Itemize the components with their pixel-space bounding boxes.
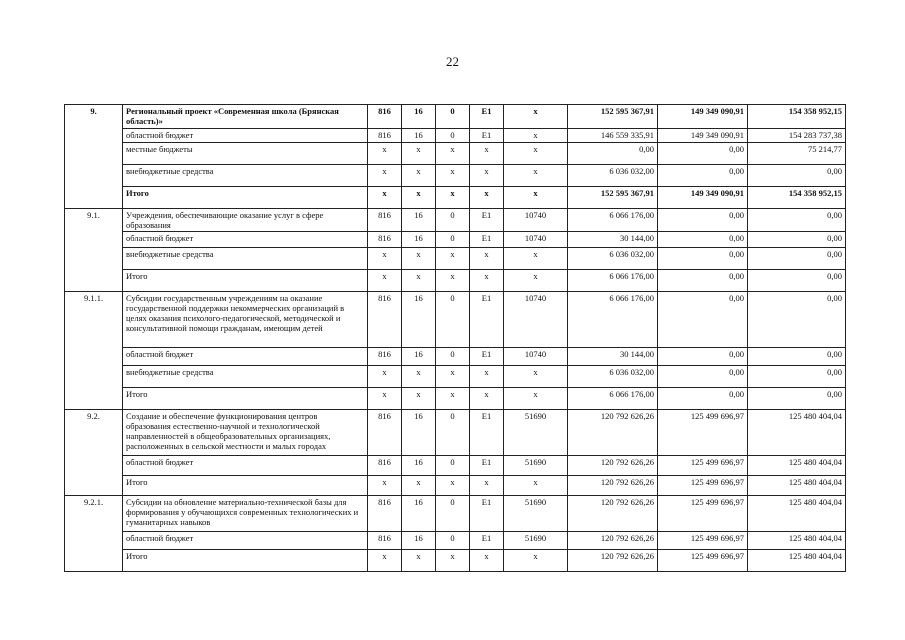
- row-index: [65, 270, 123, 292]
- amount-year-2: 0,00: [658, 209, 748, 232]
- code-gr: 816: [368, 129, 402, 143]
- code-project: E1: [470, 292, 504, 348]
- amount-year-3: 75 214,77: [748, 143, 846, 165]
- code-gr: 816: [368, 292, 402, 348]
- code-gr: 816: [368, 209, 402, 232]
- table-row: [65, 232, 846, 248]
- code-gr: 816: [368, 456, 402, 476]
- code-pr: 0: [436, 532, 470, 550]
- amount-year-3: 0,00: [748, 348, 846, 366]
- code-rz: x: [402, 550, 436, 572]
- code-project: x: [470, 143, 504, 165]
- row-description: внебюджетные средства: [123, 165, 368, 187]
- amount-year-3: 154 283 737,38: [748, 129, 846, 143]
- code-target: x: [504, 105, 568, 129]
- amount-year-1: 146 559 335,91: [568, 129, 658, 143]
- code-rz: x: [402, 366, 436, 388]
- row-index: [65, 366, 123, 388]
- row-index: 9.1.1.: [65, 292, 123, 348]
- amount-year-1: 6 036 032,00: [568, 165, 658, 187]
- amount-year-2: 0,00: [658, 143, 748, 165]
- amount-year-2: 125 499 696,97: [658, 532, 748, 550]
- amount-year-1: 6 036 032,00: [568, 248, 658, 270]
- row-index: 9.2.: [65, 410, 123, 456]
- code-target: x: [504, 366, 568, 388]
- code-target: 10740: [504, 209, 568, 232]
- amount-year-2: 125 499 696,97: [658, 456, 748, 476]
- code-rz: x: [402, 165, 436, 187]
- table-body: [65, 105, 846, 572]
- amount-year-3: 125 480 404,04: [748, 550, 846, 572]
- code-pr: 0: [436, 410, 470, 456]
- amount-year-1: 6 036 032,00: [568, 366, 658, 388]
- code-pr: 0: [436, 129, 470, 143]
- amount-year-3: 0,00: [748, 292, 846, 348]
- code-project: x: [470, 270, 504, 292]
- amount-year-2: 149 349 090,91: [658, 105, 748, 129]
- amount-year-2: 0,00: [658, 366, 748, 388]
- code-project: x: [470, 165, 504, 187]
- table-row: [65, 248, 846, 270]
- row-description: областной бюджет: [123, 129, 368, 143]
- row-description: Создание и обеспечение функционирования центров образования естественно-научной и технологической направленностей в общеобразовательных организациях, расположенных в сельской местности и малых городах: [123, 410, 368, 456]
- amount-year-2: 0,00: [658, 232, 748, 248]
- table-row: [65, 105, 846, 129]
- code-target: 51690: [504, 496, 568, 532]
- code-pr: x: [436, 187, 470, 209]
- code-target: 51690: [504, 410, 568, 456]
- row-description: Итого: [123, 550, 368, 572]
- code-project: E1: [470, 348, 504, 366]
- table-row: [65, 270, 846, 292]
- row-description: Итого: [123, 388, 368, 410]
- amount-year-3: 0,00: [748, 165, 846, 187]
- code-gr: x: [368, 143, 402, 165]
- code-gr: x: [368, 248, 402, 270]
- row-description: областной бюджет: [123, 348, 368, 366]
- code-project: x: [470, 476, 504, 496]
- row-description: Итого: [123, 187, 368, 209]
- code-rz: 16: [402, 532, 436, 550]
- code-gr: 816: [368, 105, 402, 129]
- row-index: [65, 456, 123, 476]
- code-target: x: [504, 143, 568, 165]
- row-description: Итого: [123, 476, 368, 496]
- row-description: областной бюджет: [123, 232, 368, 248]
- code-rz: x: [402, 248, 436, 270]
- code-gr: x: [368, 476, 402, 496]
- code-target: 10740: [504, 348, 568, 366]
- amount-year-1: 152 595 367,91: [568, 105, 658, 129]
- amount-year-1: 120 792 626,26: [568, 532, 658, 550]
- row-description: областной бюджет: [123, 456, 368, 476]
- row-index: 9.2.1.: [65, 496, 123, 532]
- row-index: [65, 232, 123, 248]
- code-target: 10740: [504, 232, 568, 248]
- amount-year-2: 125 499 696,97: [658, 410, 748, 456]
- table-row: [65, 165, 846, 187]
- code-pr: 0: [436, 292, 470, 348]
- code-pr: x: [436, 388, 470, 410]
- code-pr: 0: [436, 105, 470, 129]
- code-target: x: [504, 187, 568, 209]
- code-rz: 16: [402, 232, 436, 248]
- table-row: [65, 496, 846, 532]
- code-project: E1: [470, 532, 504, 550]
- code-gr: 816: [368, 410, 402, 456]
- code-rz: 16: [402, 456, 436, 476]
- code-target: x: [504, 388, 568, 410]
- code-pr: 0: [436, 232, 470, 248]
- amount-year-1: 6 066 176,00: [568, 292, 658, 348]
- code-project: E1: [470, 410, 504, 456]
- code-project: E1: [470, 129, 504, 143]
- amount-year-3: 0,00: [748, 388, 846, 410]
- row-index: [65, 248, 123, 270]
- amount-year-3: 125 480 404,04: [748, 476, 846, 496]
- code-gr: 816: [368, 496, 402, 532]
- amount-year-2: 125 499 696,97: [658, 476, 748, 496]
- code-gr: x: [368, 165, 402, 187]
- amount-year-3: 0,00: [748, 248, 846, 270]
- amount-year-1: 0,00: [568, 143, 658, 165]
- amount-year-3: 154 358 952,15: [748, 105, 846, 129]
- row-index: [65, 129, 123, 143]
- code-project: E1: [470, 105, 504, 129]
- code-pr: x: [436, 476, 470, 496]
- code-target: x: [504, 165, 568, 187]
- amount-year-1: 152 595 367,91: [568, 187, 658, 209]
- amount-year-2: 125 499 696,97: [658, 550, 748, 572]
- amount-year-3: 0,00: [748, 366, 846, 388]
- amount-year-2: 149 349 090,91: [658, 129, 748, 143]
- code-rz: 16: [402, 410, 436, 456]
- table-row: [65, 532, 846, 550]
- row-index: [65, 143, 123, 165]
- row-description: внебюджетные средства: [123, 366, 368, 388]
- code-target: x: [504, 550, 568, 572]
- code-gr: x: [368, 270, 402, 292]
- code-pr: 0: [436, 496, 470, 532]
- row-index: 9.1.: [65, 209, 123, 232]
- code-target: x: [504, 248, 568, 270]
- table-row: [65, 348, 846, 366]
- code-pr: 0: [436, 456, 470, 476]
- amount-year-2: 0,00: [658, 292, 748, 348]
- amount-year-1: 30 144,00: [568, 232, 658, 248]
- code-target: 51690: [504, 456, 568, 476]
- amount-year-2: 0,00: [658, 388, 748, 410]
- code-gr: x: [368, 187, 402, 209]
- amount-year-1: 120 792 626,26: [568, 550, 658, 572]
- row-index: 9.: [65, 105, 123, 129]
- code-pr: x: [436, 270, 470, 292]
- amount-year-3: 154 358 952,15: [748, 187, 846, 209]
- code-project: x: [470, 388, 504, 410]
- amount-year-3: 125 480 404,04: [748, 456, 846, 476]
- row-description: Итого: [123, 270, 368, 292]
- row-description: Субсидии государственным учреждениям на оказание государственной поддержки некоммерческих организаций в целях оказания психолого-педагогической, методической и консультативной помощи гражданам, имеющим детей: [123, 292, 368, 348]
- amount-year-2: 0,00: [658, 270, 748, 292]
- code-rz: 16: [402, 496, 436, 532]
- amount-year-1: 6 066 176,00: [568, 270, 658, 292]
- amount-year-1: 6 066 176,00: [568, 388, 658, 410]
- code-rz: x: [402, 143, 436, 165]
- page-number: 22: [446, 54, 459, 69]
- table-row: [65, 388, 846, 410]
- code-project: E1: [470, 232, 504, 248]
- amount-year-1: 30 144,00: [568, 348, 658, 366]
- row-index: [65, 165, 123, 187]
- row-description: областной бюджет: [123, 532, 368, 550]
- row-description: Учреждения, обеспечивающие оказание услуг в сфере образования: [123, 209, 368, 232]
- code-pr: x: [436, 143, 470, 165]
- row-description: местные бюджеты: [123, 143, 368, 165]
- amount-year-3: 125 480 404,04: [748, 410, 846, 456]
- code-target: x: [504, 129, 568, 143]
- code-project: x: [470, 187, 504, 209]
- code-target: x: [504, 270, 568, 292]
- amount-year-3: 0,00: [748, 232, 846, 248]
- amount-year-2: 0,00: [658, 165, 748, 187]
- code-rz: 16: [402, 105, 436, 129]
- code-gr: 816: [368, 532, 402, 550]
- table-row: [65, 550, 846, 572]
- amount-year-1: 120 792 626,26: [568, 476, 658, 496]
- code-target: x: [504, 476, 568, 496]
- row-index: [65, 348, 123, 366]
- code-project: E1: [470, 209, 504, 232]
- table-row: [65, 366, 846, 388]
- amount-year-3: 125 480 404,04: [748, 496, 846, 532]
- table-row: [65, 476, 846, 496]
- amount-year-2: 149 349 090,91: [658, 187, 748, 209]
- code-target: 51690: [504, 532, 568, 550]
- code-pr: x: [436, 165, 470, 187]
- code-rz: 16: [402, 348, 436, 366]
- code-pr: x: [436, 366, 470, 388]
- table-row: [65, 292, 846, 348]
- code-pr: 0: [436, 209, 470, 232]
- code-pr: x: [436, 550, 470, 572]
- code-rz: 16: [402, 209, 436, 232]
- code-rz: 16: [402, 292, 436, 348]
- code-project: x: [470, 248, 504, 270]
- code-rz: x: [402, 388, 436, 410]
- code-gr: 816: [368, 232, 402, 248]
- code-rz: x: [402, 187, 436, 209]
- amount-year-1: 120 792 626,26: [568, 456, 658, 476]
- amount-year-2: 0,00: [658, 348, 748, 366]
- table-row: [65, 187, 846, 209]
- row-index: [65, 187, 123, 209]
- code-project: x: [470, 366, 504, 388]
- amount-year-1: 120 792 626,26: [568, 496, 658, 532]
- code-gr: x: [368, 550, 402, 572]
- row-index: [65, 550, 123, 572]
- code-pr: x: [436, 248, 470, 270]
- code-project: x: [470, 550, 504, 572]
- code-rz: x: [402, 270, 436, 292]
- code-project: E1: [470, 496, 504, 532]
- code-gr: x: [368, 388, 402, 410]
- amount-year-2: 0,00: [658, 248, 748, 270]
- row-description: Субсидии на обновление материально-технической базы для формирования у обучающихся современных технологических и гуманитарных навыков: [123, 496, 368, 532]
- code-project: E1: [470, 456, 504, 476]
- table-row: [65, 410, 846, 456]
- amount-year-1: 6 066 176,00: [568, 209, 658, 232]
- row-index: [65, 476, 123, 496]
- row-index: [65, 388, 123, 410]
- row-description: внебюджетные средства: [123, 248, 368, 270]
- amount-year-3: 0,00: [748, 270, 846, 292]
- code-gr: 816: [368, 348, 402, 366]
- amount-year-3: 0,00: [748, 209, 846, 232]
- amount-year-1: 120 792 626,26: [568, 410, 658, 456]
- table-row: [65, 456, 846, 476]
- table-row: [65, 129, 846, 143]
- code-rz: x: [402, 476, 436, 496]
- code-rz: 16: [402, 129, 436, 143]
- table-row: [65, 143, 846, 165]
- row-index: [65, 532, 123, 550]
- code-pr: 0: [436, 348, 470, 366]
- amount-year-2: 125 499 696,97: [658, 496, 748, 532]
- budget-table: [64, 104, 846, 572]
- code-gr: x: [368, 366, 402, 388]
- table-row: [65, 209, 846, 232]
- amount-year-3: 125 480 404,04: [748, 532, 846, 550]
- row-description: Региональный проект «Современная школа (Брянская область)»: [123, 105, 368, 129]
- code-target: 10740: [504, 292, 568, 348]
